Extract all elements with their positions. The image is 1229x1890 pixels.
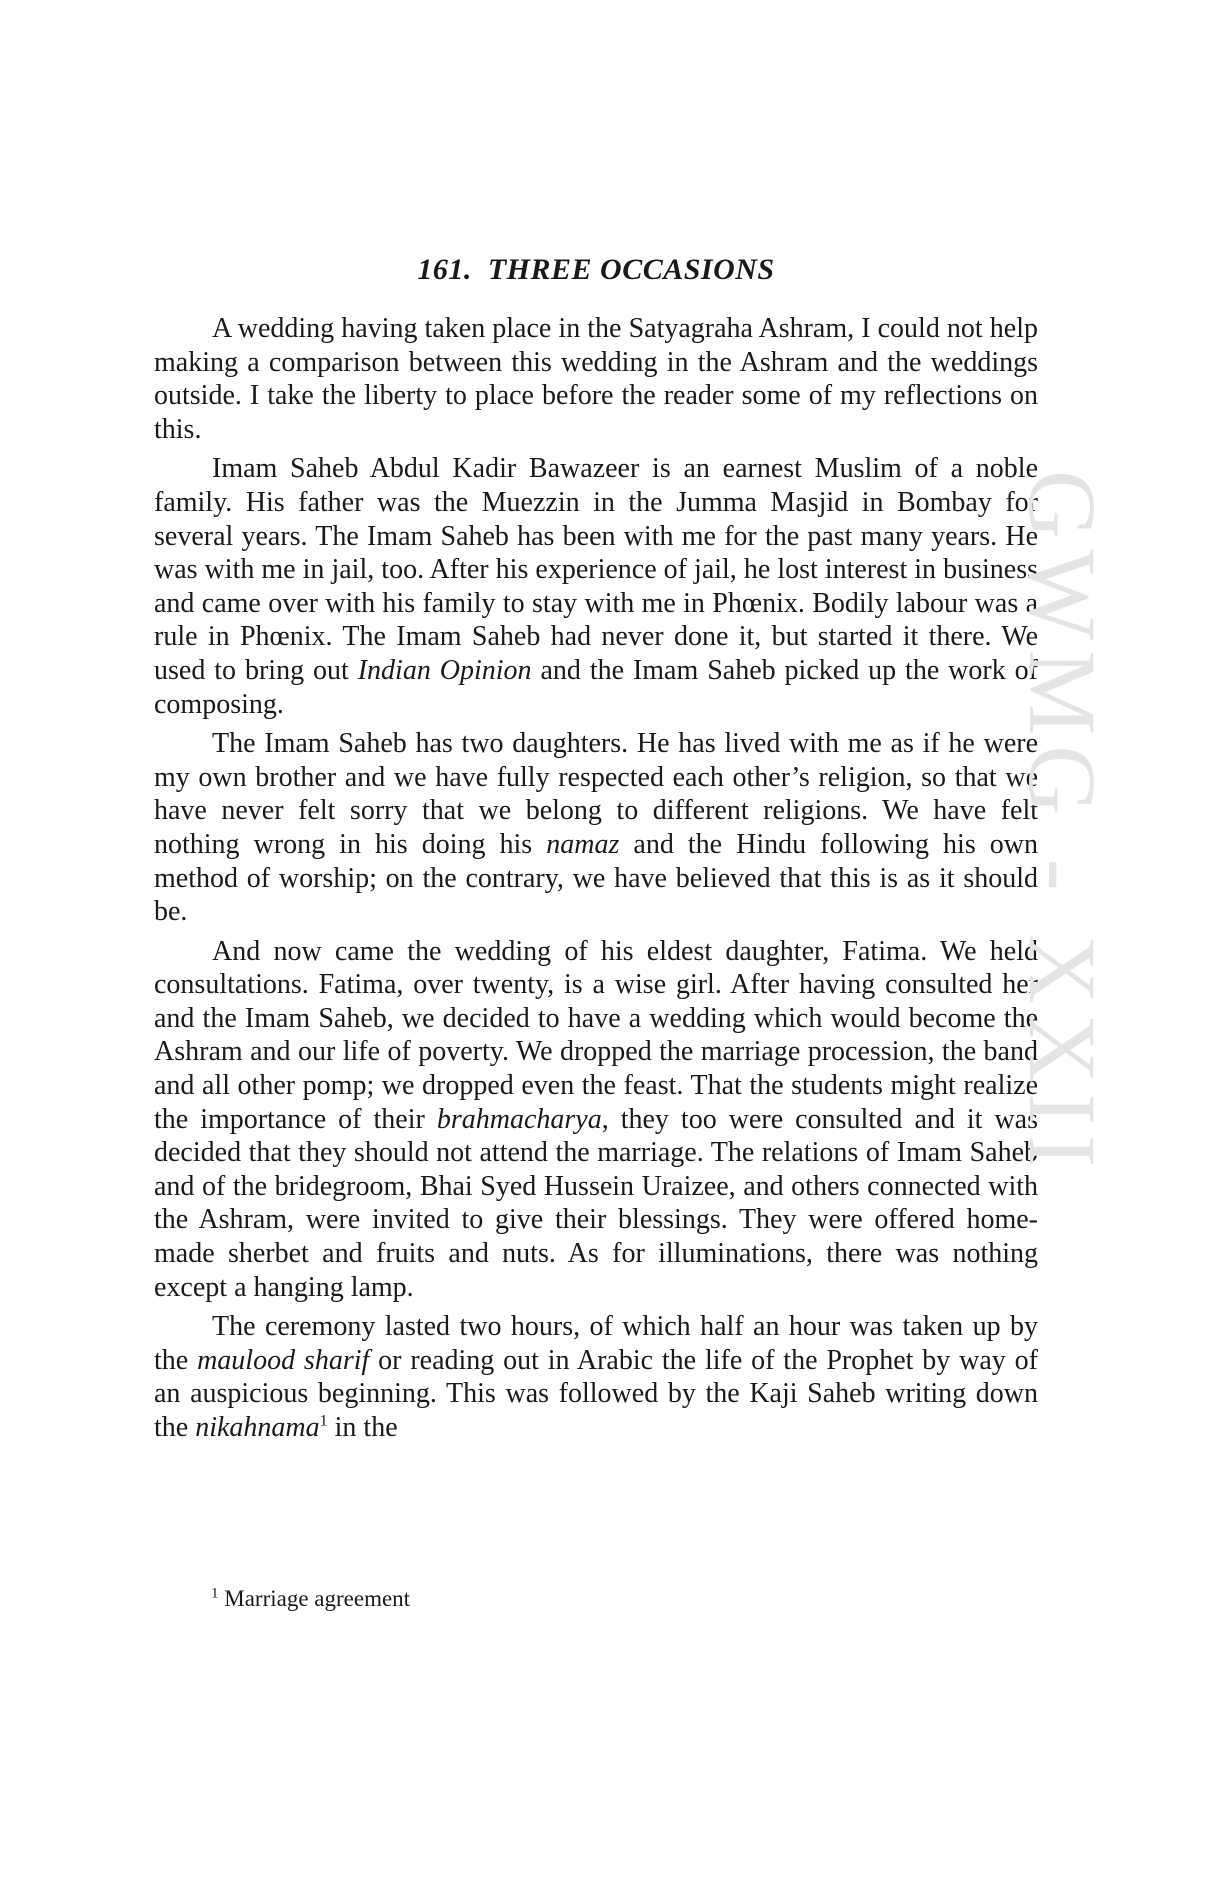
text-run: The Imam Saheb has two daughters. He has lived with me as if he were my own brother and we have fully respected each other’s religion, so that we have never felt sorry that we belong to different religions. We have felt nothing wrong in his doing his [154, 728, 1038, 860]
italic-term: brahmacharya [436, 1103, 602, 1135]
document-page [154, 250, 1038, 1451]
text-run: A wedding having taken place in the Satyagraha Ashram, I could not help making a comparison between this wedding in the Ashram and the weddings outside. I take the liberty to place before the reader some of my reflections on this. [154, 313, 1038, 445]
paragraph [154, 452, 1038, 721]
text-run: and the Imam Saheb picked up the work of composing. [154, 654, 1038, 720]
chapter-title: THREE OCCASIONS [487, 253, 775, 286]
italic-term: namaz [546, 828, 620, 860]
text-run: The ceremony lasted two hours, of which half an hour was taken up by the [154, 1311, 1038, 1376]
chapter-heading [154, 250, 1038, 290]
text-run: Imam Saheb Abdul Kadir Bawazeer is an earnest Muslim of a noble family. His father was the Muezzin in the Jumma Masjid in Bombay for several years. The Imam Saheb has been with me for the past many years. He was with me in jail, too. After his experience of jail, he lost interest in business and came over with his family to stay with me in Phœnix. Bodily labour was a rule in Phœnix. The Imam Saheb had never done it, but started it there. We used to bring out [154, 453, 1038, 686]
footnote-reference: 1 [319, 1412, 328, 1430]
italic-term: maulood sharif [197, 1344, 370, 1376]
text-run: And now came the wedding of his eldest daughter, Fatima. We held consultations. Fatima, over twenty, is a wise girl. After having consulted her and the Imam Saheb, we decided to have a wedding which would become the Ashram and our life of poverty. We dropped the marriage procession, the band and all other pomp; we dropped even the feast. That the students might realize the importance of their [154, 935, 1038, 1135]
chapter-number: 161. [417, 253, 472, 286]
paragraph [154, 312, 1038, 446]
footnote-text: Marriage agreement [224, 1586, 411, 1611]
body-text [154, 312, 1038, 1445]
footnote-marker: 1 [211, 1585, 219, 1602]
paragraph [154, 727, 1038, 929]
text-run: and the Hindu following his own method of worship; on the contrary, we have believed that this is as it should be. [154, 828, 1038, 928]
text-run: or reading out in Arabic the life of the Prophet by way of an auspicious beginning. This was followed by the Kaji Saheb writing down the [154, 1344, 1038, 1443]
watermark-text: GWMG - XXII [1008, 470, 1116, 1178]
italic-term: Indian Opinion [357, 654, 532, 686]
footnote [211, 1584, 410, 1614]
italic-term: nikahnama [195, 1412, 320, 1443]
paragraph [154, 1310, 1038, 1444]
text-run: , they too were consulted and it was decided that they should not attend the marriage. The relations of Imam Saheb and of the bridegroom, Bhai Syed Hussein Uraizee, and others connected with the Ashram, were invited to give their blessings. They were offered home-made sherbet and fruits and nuts. As for illuminations, there was nothing except a hanging lamp. [154, 1103, 1038, 1303]
text-run: in the [327, 1412, 398, 1443]
paragraph [154, 935, 1038, 1305]
